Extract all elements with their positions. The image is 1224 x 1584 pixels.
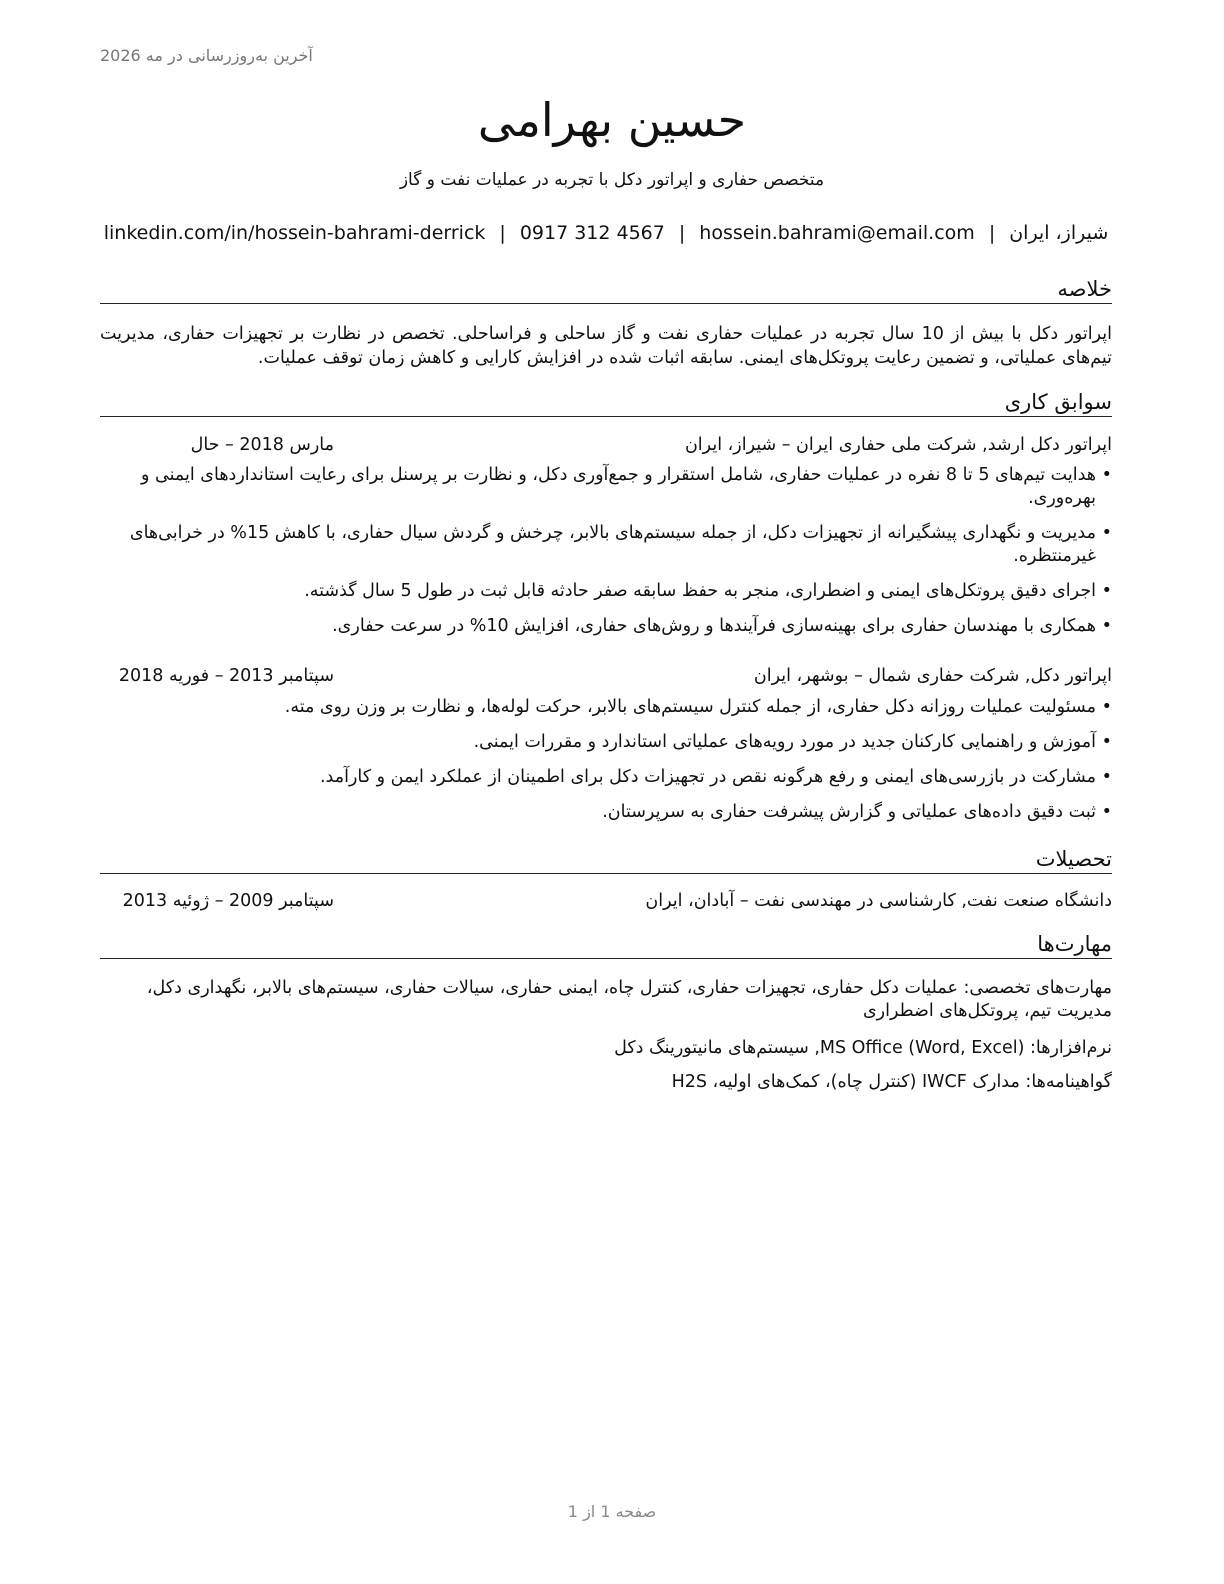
list-item: • ثبت دقیق داده‌های عملیاتی و گزارش پیشرفت حفاری به سرپرستان.: [100, 801, 1112, 824]
contact-separator: |: [499, 222, 506, 244]
linkedin-link[interactable]: linkedin.com/in/hossein-bahrami-derrick: [103, 222, 486, 244]
job-title: اپراتور دکل ارشد, شرکت ملی حفاری ایران – شیراز، ایران: [684, 435, 1112, 455]
education-entry: [100, 889, 1112, 913]
last-updated-note: آخرین به‌روزرسانی در مه 2026: [100, 46, 313, 65]
job-bullets: [100, 696, 1112, 836]
list-item: • مشارکت در بازرسی‌های ایمنی و رفع هرگونه نقص در تجهیزات دکل برای اطمینان از عملکرد ایمن و کارآمد.: [100, 766, 1112, 789]
page-number: صفحه 1 از 1: [567, 1502, 657, 1521]
list-item: • مسئولیت عملیات روزانه دکل حفاری، از جمله کنترل سیستم‌های بالابر، حرکت لوله‌ها، و نظارت بر وزن روی مته.: [100, 696, 1112, 719]
email-link[interactable]: hossein.bahrami@email.com: [699, 222, 975, 244]
job-dates: سپتامبر 2013 – فوریه 2018: [118, 666, 334, 686]
skills-heading: مهارت‌ها: [100, 931, 1112, 959]
skills-certifications: گواهینامه‌ها: مدارک IWCF (کنترل چاه)، کمک‌های اولیه، H2S: [671, 1072, 1112, 1092]
phone-number: 0917 312 4567: [519, 222, 665, 244]
job-bullets: [100, 464, 1112, 650]
list-item: • همکاری با مهندسان حفاری برای بهینه‌سازی فرآیندها و روش‌های حفاری، افزایش 10% در سرعت حفاری.: [100, 615, 1112, 638]
list-item: • اجرای دقیق پروتکل‌های ایمنی و اضطراری، منجر به حفظ سابقه صفر حادثه قابل ثبت در طول 5 سال گذشته.: [100, 580, 1112, 603]
location: شیراز، ایران: [1009, 222, 1109, 244]
candidate-tagline: متخصص حفاری و اپراتور دکل با تجربه در عملیات نفت و گاز: [399, 170, 825, 190]
education-title: دانشگاه صنعت نفت, کارشناسی در مهندسی نفت – آبادان، ایران: [645, 891, 1112, 911]
skills-specialized: مهارت‌های تخصصی: عملیات دکل حفاری، تجهیزات حفاری، کنترل چاه، ایمنی حفاری، سیالات حفاری، سیستم‌های بالابر، نگهداری دکل، مدیریت تیم، پروتکل‌های اضطراری: [146, 978, 1112, 1021]
job-header: [100, 433, 1112, 457]
summary-heading: خلاصه: [100, 276, 1112, 304]
experience-heading: سوابق کاری: [100, 389, 1112, 417]
education-dates: سپتامبر 2009 – ژوئیه 2013: [122, 891, 334, 911]
contact-line: [100, 222, 1112, 244]
skills-software: نرم‌افزارها: MS Office (Word, Excel), سیستم‌های مانیتورینگ دکل: [614, 1038, 1112, 1058]
candidate-name: حسین بهرامی: [477, 93, 747, 147]
job-dates: مارس 2018 – حال: [190, 435, 334, 455]
list-item: • هدایت تیم‌های 5 تا 8 نفره در عملیات حفاری، شامل استقرار و جمع‌آوری دکل، و نظارت بر پرسنل برای رعایت استانداردهای ایمنی و بهره‌وری.: [100, 464, 1112, 510]
list-item: • مدیریت و نگهداری پیشگیرانه از تجهیزات دکل، از جمله سیستم‌های بالابر، چرخش و گردش سیال حفاری، با کاهش 15% در خرابی‌های غیرمنتظره.: [100, 522, 1112, 568]
job-title: اپراتور دکل, شرکت حفاری شمال – بوشهر، ایران: [753, 666, 1112, 686]
job-header: [100, 664, 1112, 688]
contact-separator: |: [988, 222, 996, 244]
education-heading: تحصیلات: [100, 846, 1112, 874]
list-item: • آموزش و راهنمایی کارکنان جدید در مورد رویه‌های عملیاتی استاندارد و مقررات ایمنی.: [100, 731, 1112, 754]
summary-text: اپراتور دکل با بیش از 10 سال تجربه در عملیات حفاری نفت و گاز ساحلی و فراساحلی. تخصص در نظارت بر تجهیزات حفاری، مدیریت تیم‌های عملیاتی، و تضمین رعایت پروتکل‌های ایمنی. سابقه اثبات شده در افزایش کارایی و کاهش زمان توقف عملیات.: [100, 324, 1112, 368]
contact-separator: |: [678, 222, 686, 244]
